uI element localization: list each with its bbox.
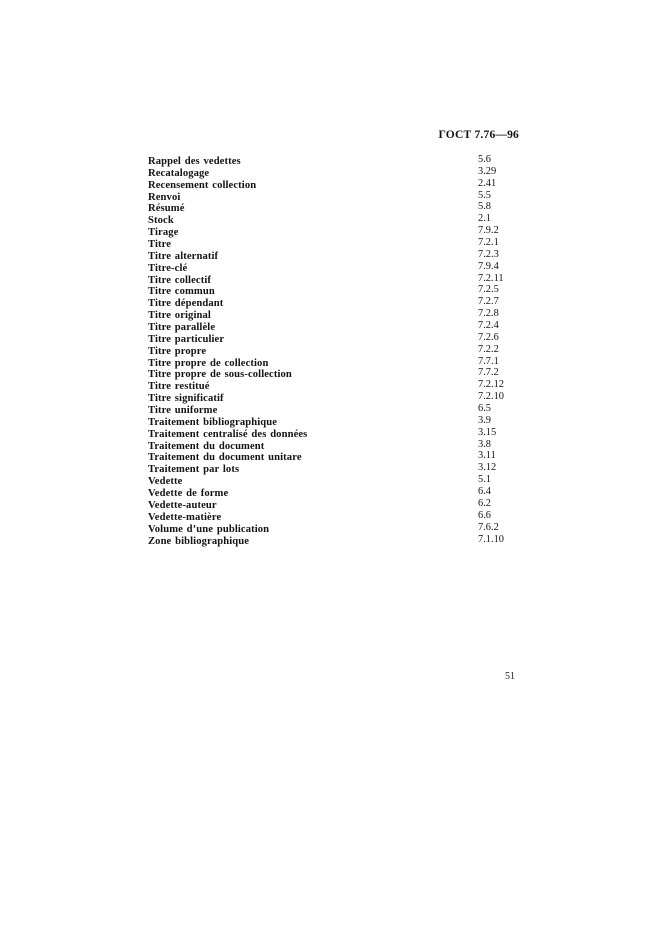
- term-label: Vedette-matière: [148, 511, 222, 523]
- term-label: Titre particulier: [148, 333, 225, 345]
- index-row: [148, 534, 528, 546]
- index-list: [148, 154, 528, 545]
- term-label: Renvoi: [148, 191, 181, 203]
- index-row: [148, 462, 528, 474]
- term-label: Stock: [148, 215, 174, 227]
- index-row: [148, 296, 528, 308]
- index-row: [148, 391, 528, 403]
- term-label: Volume d’une publication: [148, 523, 270, 535]
- ref-number: 7.9.2: [478, 225, 499, 237]
- ref-number: 6.2: [478, 497, 491, 509]
- term-label: Titre commun: [148, 286, 215, 298]
- index-row: [148, 249, 528, 261]
- ref-number: 3.15: [478, 426, 497, 438]
- term-label: Titre propre: [148, 345, 207, 357]
- ref-number: 7.2.10: [478, 391, 504, 403]
- ref-number: 7.2.7: [478, 296, 499, 308]
- term-label: Titre: [148, 239, 172, 251]
- term-label: Zone bibliographique: [148, 535, 250, 547]
- ref-number: 7.2.11: [478, 272, 504, 284]
- index-row: [148, 166, 528, 178]
- ref-number: 7.2.3: [478, 248, 499, 260]
- index-row: [148, 284, 528, 296]
- index-row: [148, 201, 528, 213]
- term-label: Titre original: [148, 310, 211, 322]
- term-label: Traitement par lots: [148, 464, 240, 476]
- term-label: Titre uniforme: [148, 405, 218, 417]
- term-label: Tirage: [148, 227, 179, 239]
- term-label: Vedette: [148, 476, 183, 488]
- term-label: Titre significatif: [148, 393, 224, 405]
- term-label: Titre propre de collection: [148, 357, 269, 369]
- term-label: Titre dépendant: [148, 298, 224, 310]
- index-row: [148, 178, 528, 190]
- term-label: Résumé: [148, 203, 185, 215]
- term-label: Recatalogage: [148, 167, 210, 179]
- index-row: [148, 213, 528, 225]
- index-row: [148, 308, 528, 320]
- ref-number: 5.5: [478, 189, 491, 201]
- ref-number: 6.4: [478, 486, 491, 498]
- term-label: Traitement du document unitare: [148, 452, 302, 464]
- term-label: Vedette de forme: [148, 488, 229, 500]
- document-header: ГОСТ 7.76—96: [438, 129, 519, 141]
- ref-number: 3.29: [478, 165, 497, 177]
- index-row: [148, 154, 528, 166]
- ref-number: 7.7.2: [478, 367, 499, 379]
- ref-number: 6.5: [478, 403, 491, 415]
- index-row: [148, 415, 528, 427]
- index-row: [148, 439, 528, 451]
- ref-number: 6.6: [478, 509, 491, 521]
- index-row: [148, 510, 528, 522]
- term-label: Titre restitué: [148, 381, 210, 393]
- ref-number: 7.1.10: [478, 533, 504, 545]
- term-label: Recensement collection: [148, 179, 257, 191]
- term-label: Traitement centralisé des données: [148, 428, 308, 440]
- term-label: Titre propre de sous-collection: [148, 369, 292, 381]
- term-label: Rappel des vedettes: [148, 156, 241, 167]
- ref-number: 3.9: [478, 414, 491, 426]
- ref-number: 2.41: [478, 177, 497, 189]
- index-row: [148, 190, 528, 202]
- term-label: Titre alternatif: [148, 250, 219, 262]
- term-label: Titre collectif: [148, 274, 211, 286]
- index-row: [148, 474, 528, 486]
- page-number: 51: [505, 671, 515, 682]
- index-row: [148, 237, 528, 249]
- index-row: [148, 261, 528, 273]
- index-row: [148, 225, 528, 237]
- ref-number: 5.1: [478, 474, 491, 486]
- index-row: [148, 367, 528, 379]
- ref-number: 3.11: [478, 450, 496, 462]
- term-label: Titre parallèle: [148, 322, 216, 334]
- index-row: [148, 498, 528, 510]
- index-row: [148, 320, 528, 332]
- ref-number: 7.6.2: [478, 521, 499, 533]
- index-row: [148, 486, 528, 498]
- index-row: [148, 356, 528, 368]
- ref-number: 7.2.2: [478, 343, 499, 355]
- ref-number: 7.7.1: [478, 355, 499, 367]
- ref-number: 2.1: [478, 213, 491, 225]
- ref-number: 3.8: [478, 438, 491, 450]
- index-row: [148, 344, 528, 356]
- ref-number: 5.6: [478, 154, 491, 165]
- ref-number: 7.2.8: [478, 308, 499, 320]
- ref-number: 7.9.4: [478, 260, 499, 272]
- index-row: [148, 450, 528, 462]
- ref-number: 7.2.12: [478, 379, 504, 391]
- ref-number: 5.8: [478, 201, 491, 213]
- ref-number: 7.2.1: [478, 237, 499, 249]
- index-row: [148, 332, 528, 344]
- index-row: [148, 427, 528, 439]
- index-row: [148, 403, 528, 415]
- index-row: [148, 379, 528, 391]
- ref-number: 7.2.5: [478, 284, 499, 296]
- term-label: Traitement bibliographique: [148, 416, 278, 428]
- ref-number: 7.2.6: [478, 331, 499, 343]
- term-label: Traitement du document: [148, 440, 265, 452]
- index-row: [148, 522, 528, 534]
- index-row: [148, 273, 528, 285]
- ref-number: 3.12: [478, 462, 497, 474]
- term-label: Titre-clé: [148, 262, 188, 274]
- term-label: Vedette-auteur: [148, 499, 217, 511]
- ref-number: 7.2.4: [478, 320, 499, 332]
